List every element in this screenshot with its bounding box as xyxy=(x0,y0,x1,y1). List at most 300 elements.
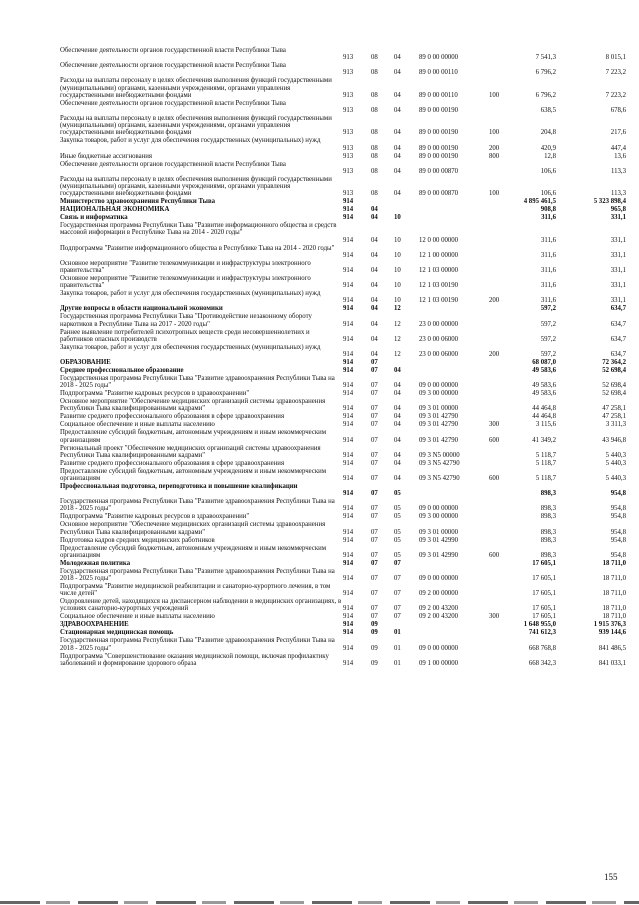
cell-amount-1: 7 541,3 xyxy=(535,54,556,62)
cell-amount-2: 3 311,3 xyxy=(605,421,626,429)
cell-amount-2: 113,3 xyxy=(610,167,626,175)
cell-section: 07 xyxy=(371,451,378,459)
cell-amount-2: 954,8 xyxy=(610,528,626,536)
cell-target-article: 89 0 00 00190 xyxy=(419,106,459,114)
table-row xyxy=(0,521,639,536)
cell-target-article: 23 0 00 00000 xyxy=(419,320,459,328)
cell-target-article: 89 0 00 00190 xyxy=(419,129,459,137)
cell-subsection: 10 xyxy=(394,251,401,259)
cell-subsection: 07 xyxy=(394,559,401,567)
cell-target-article: 09 3 N5 00000 xyxy=(419,451,460,459)
row-name: Государственная программа Республики Тыва "Развитие информационного общества и средств массовой информации в Республике Тыва на 2014 - 2020 годы" xyxy=(60,222,337,237)
cell-amount-1: 1 648 955,0 xyxy=(523,621,556,629)
cell-subsection: 04 xyxy=(394,54,401,62)
row-name: Министерство здравоохранения Республики Тыва xyxy=(60,198,216,206)
table-row xyxy=(0,568,639,583)
cell-amount-2: 72 364,2 xyxy=(602,359,626,366)
cell-amount-2: 47 258,1 xyxy=(602,413,626,421)
row-name: Государственная программа Республики Тыва "Развитие здравоохранения Республики Тыва на 2018 - 2025 годы" xyxy=(60,637,335,652)
cell-expense-type: 100 xyxy=(489,129,500,137)
cell-amount-1: 668 768,8 xyxy=(528,644,556,652)
cell-amount-2: 18 711,0 xyxy=(602,559,626,567)
cell-code: 914 xyxy=(343,505,354,513)
cell-code: 914 xyxy=(343,474,354,482)
table-row xyxy=(0,498,639,513)
row-name: Расходы на выплаты персоналу в целях обеспечения выполнения функций государственными (муниципальными) органами, казенными учреждениями, органами управления государственными внебюджетными фондами xyxy=(60,115,332,137)
cell-target-article: 09 0 00 00000 xyxy=(419,574,459,582)
cell-code: 914 xyxy=(343,590,354,598)
cell-amount-1: 17 605,1 xyxy=(532,574,556,582)
cell-expense-type: 600 xyxy=(489,474,500,482)
cell-amount-2: 841 033,1 xyxy=(598,659,626,667)
cell-expense-type: 100 xyxy=(489,91,500,99)
cell-amount-2: 5 440,3 xyxy=(605,459,626,467)
cell-amount-2: 634,7 xyxy=(610,320,626,328)
cell-section: 08 xyxy=(371,106,378,114)
cell-code: 914 xyxy=(343,320,354,328)
cell-amount-2: 954,8 xyxy=(610,490,626,498)
cell-amount-2: 13,6 xyxy=(614,152,626,160)
cell-amount-2: 939 144,6 xyxy=(598,629,626,637)
cell-subsection: 04 xyxy=(394,190,401,198)
table-row xyxy=(0,222,639,244)
cell-code: 913 xyxy=(343,144,354,152)
row-name: Подпрограмма "Развитие кадровых ресурсов в здравоохранении" xyxy=(60,390,250,398)
cell-amount-2: 47 258,1 xyxy=(602,405,626,413)
cell-amount-1: 49 583,6 xyxy=(532,390,556,398)
row-name: Закупка товаров, работ и услуг для обеспечения государственных (муниципальных) нужд xyxy=(60,290,321,298)
cell-section: 07 xyxy=(371,413,378,421)
row-name: Основное мероприятие "Развитие телекоммуникации и инфраструктуры электронного правительства" xyxy=(60,275,311,290)
cell-code: 914 xyxy=(343,536,354,544)
cell-subsection: 12 xyxy=(394,320,401,328)
row-name: Предоставление субсидий бюджетным, автономным учреждениям и иным некоммерческим организациям xyxy=(60,544,327,559)
row-name: Расходы на выплаты персоналу в целях обеспечения выполнения функций государственными (муниципальными) органами, казенными учреждениями, органами управления государственными внебюджетными фондами xyxy=(60,175,332,198)
row-name: Подпрограмма "Развитие информационного общества в Республике Тыва на 2014 - 2020 годы" xyxy=(60,244,335,252)
table-row xyxy=(0,375,639,390)
cell-expense-type: 300 xyxy=(489,613,500,621)
cell-amount-2: 1 915 376,3 xyxy=(593,621,626,629)
cell-amount-1: 41 349,2 xyxy=(532,436,556,444)
row-name: Обеспечение деятельности органов государственной власти Республики Тыва xyxy=(60,160,286,168)
cell-amount-2: 18 711,0 xyxy=(602,590,626,598)
cell-amount-1: 668 342,3 xyxy=(528,659,556,667)
cell-target-article: 09 3 01 00000 xyxy=(419,528,459,536)
cell-subsection: 10 xyxy=(394,266,401,274)
cell-code: 914 xyxy=(343,451,354,459)
cell-target-article: 09 3 00 00000 xyxy=(419,513,459,521)
cell-expense-type: 200 xyxy=(489,350,500,358)
cell-amount-2: 331,1 xyxy=(610,297,626,305)
cell-code: 914 xyxy=(343,335,354,343)
table-row xyxy=(0,367,639,375)
table-row xyxy=(0,313,639,328)
row-name: Другие вопросы в области национальной экономики xyxy=(60,305,223,313)
cell-section: 07 xyxy=(371,436,378,444)
row-name: Основное мероприятие "Развитие телекоммуникации и инфраструктуры электронного правительства" xyxy=(60,259,311,274)
table-row xyxy=(0,275,639,290)
cell-expense-type: 200 xyxy=(489,297,500,305)
cell-code: 914 xyxy=(343,198,354,206)
cell-amount-1: 3 115,6 xyxy=(535,421,556,429)
cell-subsection: 12 xyxy=(394,350,401,358)
table-row xyxy=(0,460,639,468)
cell-subsection: 05 xyxy=(394,551,401,559)
cell-section: 04 xyxy=(371,266,378,274)
cell-section: 07 xyxy=(371,474,378,482)
cell-section: 04 xyxy=(371,214,378,222)
cell-code: 914 xyxy=(343,266,354,274)
cell-section: 07 xyxy=(371,359,378,366)
cell-code: 913 xyxy=(343,69,354,77)
cell-code: 914 xyxy=(343,305,354,313)
cell-expense-type: 600 xyxy=(489,551,500,559)
cell-amount-1: 311,6 xyxy=(540,297,556,305)
table-row xyxy=(0,137,639,152)
cell-section: 07 xyxy=(371,367,378,374)
cell-amount-2: 5 323 898,4 xyxy=(593,198,626,206)
cell-code: 914 xyxy=(343,559,354,567)
cell-amount-2: 217,6 xyxy=(610,129,626,137)
cell-amount-1: 6 796,2 xyxy=(535,91,556,99)
cell-subsection: 05 xyxy=(394,513,401,521)
cell-amount-2: 954,8 xyxy=(610,551,626,559)
cell-amount-1: 311,6 xyxy=(540,282,556,290)
cell-section: 07 xyxy=(371,490,378,498)
cell-code: 914 xyxy=(343,382,354,390)
cell-section: 04 xyxy=(371,297,378,305)
cell-subsection: 05 xyxy=(394,490,401,498)
cell-amount-1: 898,3 xyxy=(540,551,556,559)
cell-subsection: 05 xyxy=(394,505,401,513)
cell-amount-2: 634,7 xyxy=(610,305,626,313)
cell-subsection: 04 xyxy=(394,367,401,374)
cell-subsection: 04 xyxy=(394,144,401,152)
cell-section: 07 xyxy=(371,390,378,398)
cell-amount-1: 597,2 xyxy=(540,320,556,328)
cell-section: 04 xyxy=(371,251,378,259)
cell-amount-2: 634,7 xyxy=(610,350,626,358)
cell-subsection: 07 xyxy=(394,590,401,598)
cell-target-article: 89 0 00 00190 xyxy=(419,152,459,160)
cell-expense-type: 100 xyxy=(489,190,500,198)
cell-amount-1: 597,2 xyxy=(540,350,556,358)
cell-target-article: 09 3 01 42790 xyxy=(419,436,459,444)
cell-amount-2: 634,7 xyxy=(610,335,626,343)
row-name: Государственная программа Республики Тыва "Противодействие незаконному обороту наркотиков в Республике Тыва на 2017 - 2020 годы" xyxy=(60,313,312,328)
table-row xyxy=(0,560,639,568)
cell-expense-type: 800 xyxy=(489,152,500,160)
row-name: Государственная программа Республики Тыва "Развитие здравоохранения Республики Тыва на 2018 - 2025 годы" xyxy=(60,498,335,513)
cell-code: 913 xyxy=(343,190,354,198)
cell-subsection: 12 xyxy=(394,335,401,343)
cell-amount-2: 447,4 xyxy=(610,144,626,152)
cell-subsection: 07 xyxy=(394,613,401,621)
cell-code: 913 xyxy=(343,152,354,160)
row-name: Раннее выявление потребителей психотропных веществ среди несовершеннолетних и работников опасных производств xyxy=(60,328,310,343)
cell-target-article: 09 3 00 00000 xyxy=(419,390,459,398)
cell-section: 07 xyxy=(371,405,378,413)
cell-amount-1: 204,8 xyxy=(540,129,556,137)
row-name: Государственная программа Республики Тыва "Развитие здравоохранения Республики Тыва на 2018 - 2025 годы" xyxy=(60,375,335,390)
cell-target-article: 09 2 00 00000 xyxy=(419,590,459,598)
row-name: НАЦИОНАЛЬНАЯ ЭКОНОМИКА xyxy=(60,206,170,214)
row-name: Социальное обеспечение и иные выплаты населению xyxy=(60,613,215,621)
cell-code: 914 xyxy=(343,659,354,667)
cell-amount-1: 49 583,6 xyxy=(532,367,556,374)
cell-amount-1: 597,2 xyxy=(540,335,556,343)
cell-section: 07 xyxy=(371,590,378,598)
table-row xyxy=(0,429,639,444)
cell-target-article: 89 0 00 00110 xyxy=(419,91,458,99)
cell-amount-2: 841 486,5 xyxy=(598,644,626,652)
cell-code: 914 xyxy=(343,297,354,305)
cell-subsection: 04 xyxy=(394,436,401,444)
cell-amount-2: 954,8 xyxy=(610,536,626,544)
cell-amount-2: 5 440,3 xyxy=(605,474,626,482)
cell-section: 07 xyxy=(371,382,378,390)
table-row xyxy=(0,513,639,521)
cell-amount-1: 17 605,1 xyxy=(532,613,556,621)
row-name: Основное мероприятие "Обеспечение медицинских организаций системы здравоохранения Республики Тыва квалифицированными кадрами" xyxy=(60,521,326,536)
cell-code: 914 xyxy=(343,405,354,413)
table-row xyxy=(0,653,639,668)
cell-section: 04 xyxy=(371,236,378,244)
cell-code: 914 xyxy=(343,621,354,629)
cell-code: 914 xyxy=(343,574,354,582)
cell-target-article: 09 2 00 43200 xyxy=(419,605,459,613)
cell-target-article: 12 1 00 00000 xyxy=(419,251,459,259)
cell-amount-1: 311,6 xyxy=(540,266,556,274)
cell-target-article: 89 0 00 00110 xyxy=(419,69,458,77)
cell-code: 914 xyxy=(343,551,354,559)
cell-amount-1: 898,3 xyxy=(540,528,556,536)
cell-amount-1: 44 464,8 xyxy=(532,405,556,413)
cell-code: 914 xyxy=(343,390,354,398)
cell-code: 914 xyxy=(343,413,354,421)
cell-subsection: 04 xyxy=(394,474,401,482)
cell-amount-1: 12,8 xyxy=(544,152,556,160)
cell-subsection: 07 xyxy=(394,574,401,582)
table-row xyxy=(0,483,639,498)
cell-amount-1: 311,6 xyxy=(541,214,556,222)
cell-target-article: 12 1 03 00000 xyxy=(419,266,459,274)
table-row xyxy=(0,260,639,275)
cell-subsection: 05 xyxy=(394,536,401,544)
cell-target-article: 09 0 00 00000 xyxy=(419,644,459,652)
table-row xyxy=(0,545,639,560)
cell-amount-1: 898,3 xyxy=(540,505,556,513)
cell-code: 913 xyxy=(343,129,354,137)
table-row xyxy=(0,413,639,421)
cell-subsection: 04 xyxy=(394,69,401,77)
row-name: Развитие среднего профессионального образования в сфере здравоохранения xyxy=(60,459,285,467)
row-name: ОБРАЗОВАНИЕ xyxy=(60,359,111,366)
cell-section: 07 xyxy=(371,536,378,544)
table-row xyxy=(0,468,639,483)
table-row xyxy=(0,161,639,176)
cell-code: 914 xyxy=(343,644,354,652)
cell-amount-1: 17 605,1 xyxy=(532,559,556,567)
cell-code: 914 xyxy=(343,528,354,536)
row-name: Государственная программа Республики Тыва "Развитие здравоохранения Республики Тыва на 2018 - 2025 годы" xyxy=(60,567,335,582)
table-row xyxy=(0,629,639,637)
cell-target-article: 12 1 03 00190 xyxy=(419,282,459,290)
cell-target-article: 09 3 01 42990 xyxy=(419,551,459,559)
cell-target-article: 09 3 01 42990 xyxy=(419,536,459,544)
cell-section: 04 xyxy=(371,282,378,290)
row-name: Предоставление субсидий бюджетным, автономным учреждениям и иным некоммерческим организациям xyxy=(60,429,327,444)
cell-target-article: 09 3 N5 42790 xyxy=(419,474,460,482)
cell-target-article: 09 0 00 00000 xyxy=(419,382,459,390)
cell-code: 914 xyxy=(343,236,354,244)
table-row xyxy=(0,613,639,621)
cell-subsection: 04 xyxy=(394,382,401,390)
cell-amount-1: 898,3 xyxy=(540,490,556,498)
table-row xyxy=(0,390,639,398)
cell-target-article: 09 1 00 00000 xyxy=(419,659,459,667)
row-name: Среднее профессиональное образование xyxy=(60,367,184,374)
cell-amount-1: 49 583,6 xyxy=(532,382,556,390)
cell-code: 913 xyxy=(343,106,354,114)
cell-section: 07 xyxy=(371,605,378,613)
cell-subsection: 04 xyxy=(394,451,401,459)
cell-target-article: 89 0 00 00870 xyxy=(419,190,459,198)
table-row xyxy=(0,598,639,613)
cell-amount-1: 6 796,2 xyxy=(535,69,556,77)
cell-amount-1: 17 605,1 xyxy=(532,590,556,598)
table-row xyxy=(0,77,639,99)
row-name: Развитие среднего профессионального образования в сфере здравоохранения xyxy=(60,413,285,421)
cell-subsection: 10 xyxy=(394,236,401,244)
cell-amount-1: 4 895 461,5 xyxy=(523,198,556,206)
cell-subsection: 10 xyxy=(394,214,401,222)
cell-code: 914 xyxy=(343,436,354,444)
cell-amount-1: 638,5 xyxy=(540,106,556,114)
cell-amount-1: 898,3 xyxy=(540,536,556,544)
row-name: Молодежная политика xyxy=(60,559,131,567)
cell-section: 08 xyxy=(371,91,378,99)
table-row xyxy=(0,637,639,652)
cell-amount-1: 908,8 xyxy=(540,206,556,214)
cell-subsection: 04 xyxy=(394,91,401,99)
cell-target-article: 12 1 03 00190 xyxy=(419,297,459,305)
row-name: Оздоровление детей, находящихся на диспансерном наблюдении в медицинских организациях, в условиях санаторно-курортных учреждений xyxy=(60,598,342,613)
cell-code: 914 xyxy=(343,350,354,358)
cell-code: 913 xyxy=(343,167,354,175)
cell-amount-1: 741 612,3 xyxy=(528,629,556,637)
row-name: Профессиональная подготовка, переподготовка и повышение квалификации xyxy=(60,483,298,490)
cell-amount-1: 5 118,7 xyxy=(535,474,556,482)
cell-amount-2: 965,8 xyxy=(610,206,626,214)
cell-amount-2: 7 223,2 xyxy=(605,69,626,77)
cell-target-article: 09 3 01 42790 xyxy=(419,413,459,421)
cell-section: 07 xyxy=(371,559,378,567)
cell-target-article: 09 2 00 43200 xyxy=(419,613,459,621)
cell-amount-2: 43 946,8 xyxy=(602,436,626,444)
cell-amount-1: 106,6 xyxy=(540,190,556,198)
cell-amount-2: 52 698,4 xyxy=(602,390,626,398)
cell-subsection: 04 xyxy=(394,459,401,467)
row-name: Подпрограмма "Развитие медицинской реабилитации и санаторно-курортного лечения, в том числе детей" xyxy=(60,583,331,598)
table-row xyxy=(0,305,639,313)
cell-target-article: 89 0 00 00190 xyxy=(419,144,459,152)
cell-amount-1: 311,6 xyxy=(540,236,556,244)
cell-amount-2: 331,1 xyxy=(610,214,626,222)
cell-amount-1: 5 118,7 xyxy=(535,451,556,459)
cell-amount-2: 5 440,3 xyxy=(605,451,626,459)
cell-code: 913 xyxy=(343,54,354,62)
table-row xyxy=(0,621,639,629)
cell-subsection: 01 xyxy=(394,659,401,667)
cell-section: 04 xyxy=(371,320,378,328)
cell-code: 914 xyxy=(343,206,354,214)
cell-subsection: 10 xyxy=(394,297,401,305)
cell-amount-2: 7 223,2 xyxy=(605,91,626,99)
table-row xyxy=(0,100,639,115)
table-row xyxy=(0,583,639,598)
table-row xyxy=(0,214,639,222)
cell-section: 07 xyxy=(371,613,378,621)
cell-section: 09 xyxy=(371,629,378,637)
table-row xyxy=(0,359,639,367)
cell-amount-1: 5 118,7 xyxy=(535,459,556,467)
table-row xyxy=(0,290,639,305)
cell-subsection: 12 xyxy=(394,305,401,313)
cell-code: 914 xyxy=(343,629,354,637)
cell-amount-1: 898,3 xyxy=(540,513,556,521)
cell-amount-2: 18 711,0 xyxy=(602,613,626,621)
cell-code: 913 xyxy=(343,91,354,99)
row-name: Региональный проект "Обеспечение медицинских организаций системы здравоохранения Республики Тыва квалифицированными кадрами" xyxy=(60,444,321,459)
cell-code: 914 xyxy=(343,490,354,498)
cell-target-article: 09 0 00 00000 xyxy=(419,505,459,513)
cell-target-article: 89 0 00 00000 xyxy=(419,54,459,62)
cell-expense-type: 300 xyxy=(489,421,500,429)
row-name: Закупка товаров, работ и услуг для обеспечения государственных (муниципальных) нужд xyxy=(60,343,321,351)
cell-subsection: 01 xyxy=(394,644,401,652)
cell-amount-1: 420,9 xyxy=(540,144,556,152)
row-name: Предоставление субсидий бюджетным, автономным учреждениям и иным некоммерческим организациям xyxy=(60,467,327,482)
table-row xyxy=(0,537,639,545)
cell-code: 914 xyxy=(343,605,354,613)
cell-subsection: 04 xyxy=(394,390,401,398)
row-name: Обеспечение деятельности органов государственной власти Республики Тыва xyxy=(60,99,286,107)
table-row xyxy=(0,344,639,359)
cell-code: 914 xyxy=(343,459,354,467)
cell-section: 04 xyxy=(371,305,378,313)
cell-amount-2: 18 711,0 xyxy=(602,605,626,613)
table-row xyxy=(0,115,639,137)
cell-subsection: 04 xyxy=(394,152,401,160)
row-name: Обеспечение деятельности органов государственной власти Республики Тыва xyxy=(60,62,286,70)
cell-amount-1: 44 464,8 xyxy=(532,413,556,421)
cell-target-article: 09 3 01 00000 xyxy=(419,405,459,413)
row-name: Подпрограмма "Совершенствование оказания медицинской помощи, включая профилактику заболеваний и формирование здорового образа xyxy=(60,652,329,667)
cell-amount-2: 113,3 xyxy=(610,190,626,198)
cell-section: 07 xyxy=(371,421,378,429)
cell-section: 08 xyxy=(371,167,378,175)
cell-amount-1: 68 087,0 xyxy=(532,359,556,366)
cell-code: 914 xyxy=(343,421,354,429)
cell-code: 914 xyxy=(343,282,354,290)
table-row xyxy=(0,198,639,206)
table-row xyxy=(0,245,639,260)
row-name: Связь и информатика xyxy=(60,214,128,222)
cell-section: 04 xyxy=(371,350,378,358)
cell-section: 07 xyxy=(371,513,378,521)
scan-edge-rule xyxy=(0,901,639,904)
